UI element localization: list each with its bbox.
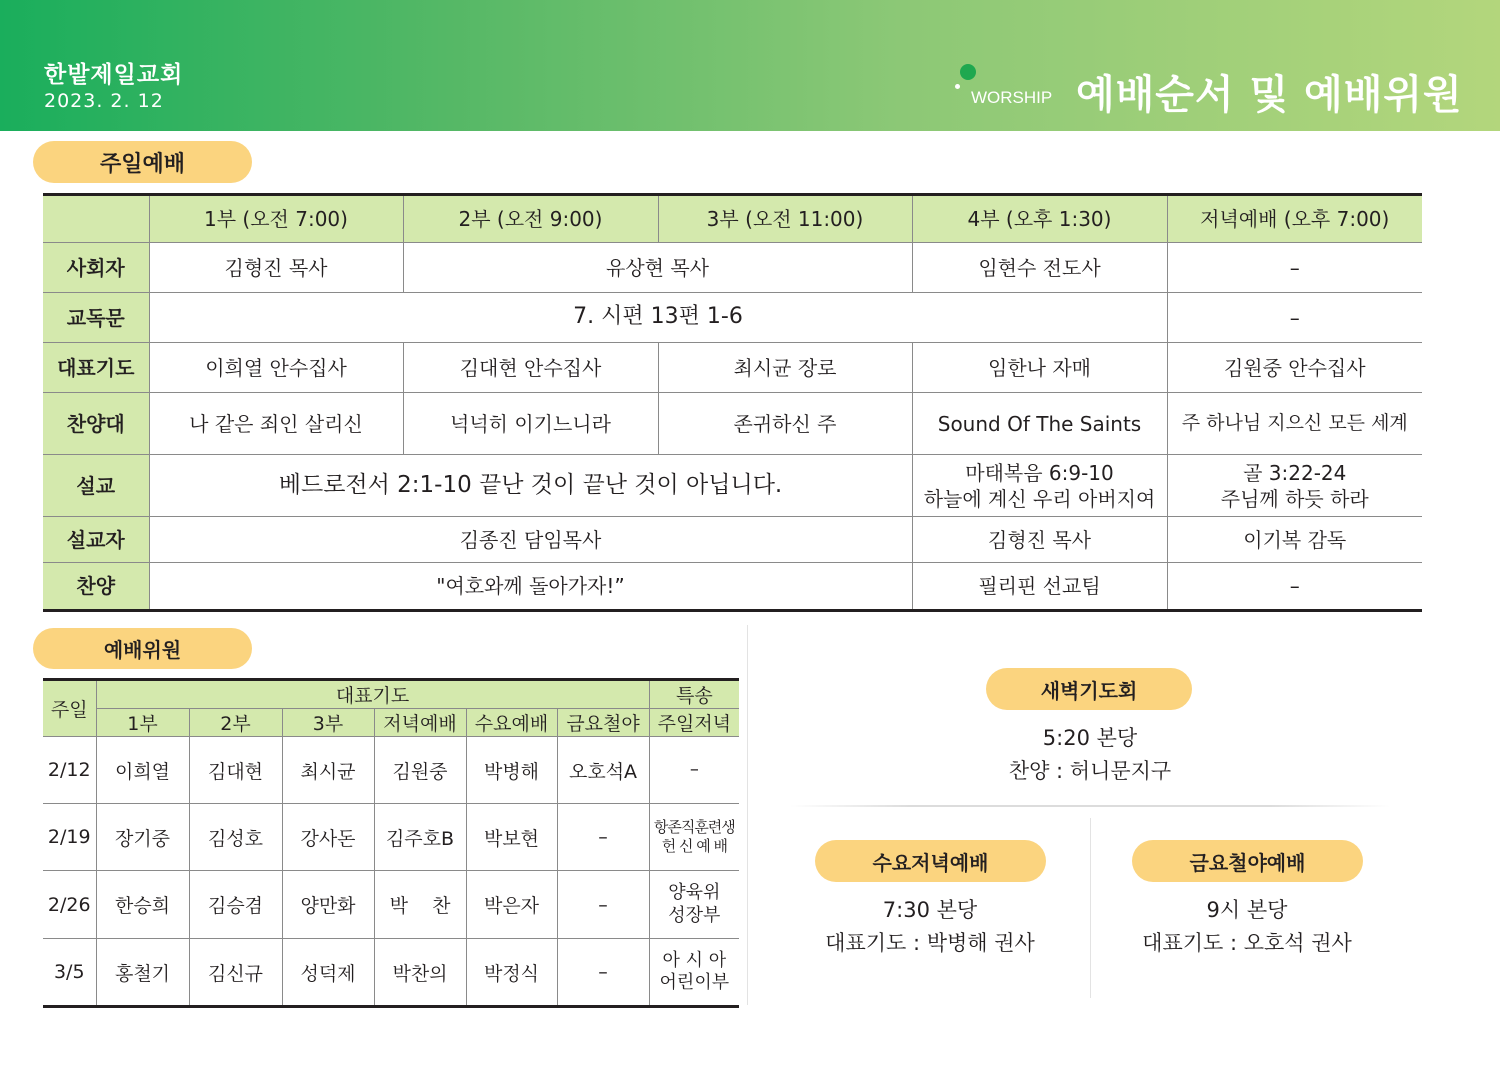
sermon-title: 주님께 하듯 하라 xyxy=(1220,486,1369,511)
table-cell: 김주호B xyxy=(374,804,466,871)
table-cell: 김형진 목사 xyxy=(912,517,1167,563)
col-header: 1부 (오전 7:00) xyxy=(149,195,403,243)
friday-prayer: 대표기도 : 오호석 권사 xyxy=(1142,931,1352,955)
table-cell: 강사돈 xyxy=(282,804,374,871)
table-cell: 박 찬 xyxy=(374,871,466,939)
table-cell: 김종진 담임목사 xyxy=(149,517,912,563)
table-cell: 임현수 전도사 xyxy=(912,243,1167,293)
special-line: 양육위 xyxy=(668,882,721,903)
sub-header: 주일저녁 xyxy=(649,709,739,737)
divider xyxy=(790,805,1390,807)
special-line: 항존직훈련생 xyxy=(653,818,735,837)
table-cell: 김형진 목사 xyxy=(149,243,403,293)
table-cell: 오호석A xyxy=(557,737,649,804)
row-header: 설교자 xyxy=(43,517,149,563)
section-title: 예배순서 및 예배위원 xyxy=(1076,72,1463,118)
date-cell: 3/5 xyxy=(43,939,96,1007)
table-cell: 주 하나님 지으신 모든 세계 xyxy=(1167,393,1422,455)
row-header: 설교 xyxy=(43,455,149,517)
table-cell: – xyxy=(1167,243,1422,293)
col-header: 저녁예배 (오후 7:00) xyxy=(1167,195,1422,243)
table-cell: Sound Of The Saints xyxy=(912,393,1167,455)
table-cell xyxy=(1167,455,1422,517)
table-cell: – xyxy=(1167,563,1422,611)
sunday-schedule-table xyxy=(43,193,1422,612)
table-cell: 임한나 자매 xyxy=(912,343,1167,393)
table-cell: 장기중 xyxy=(96,804,189,871)
table-cell: 7. 시편 13편 1-6 xyxy=(149,293,1167,343)
table-cell: – xyxy=(557,804,649,871)
col-header-prayer: 대표기도 xyxy=(96,680,649,709)
table-row xyxy=(43,939,739,1007)
date-cell: 2/19 xyxy=(43,804,96,871)
date-cell: 2/26 xyxy=(43,871,96,939)
wednesday-prayer: 대표기도 : 박병해 권사 xyxy=(825,931,1035,955)
church-name: 한밭제일교회 xyxy=(44,62,184,88)
table-cell: 필리핀 선교팀 xyxy=(912,563,1167,611)
sub-header: 3부 xyxy=(282,709,374,737)
col-header: 3부 (오전 11:00) xyxy=(658,195,912,243)
table-cell: 김원중 안수집사 xyxy=(1167,343,1422,393)
table-cell xyxy=(912,455,1167,517)
table-cell: 김대현 xyxy=(189,737,282,804)
dawn-prayer-info xyxy=(940,722,1240,788)
table-cell: 넉넉히 이기느니라 xyxy=(403,393,658,455)
table-cell: "여호와께 돌아가자!” xyxy=(149,563,912,611)
table-cell: 박병해 xyxy=(466,737,557,804)
special-line: 아 시 아 xyxy=(662,949,727,971)
table-cell: 박찬의 xyxy=(374,939,466,1007)
special-line: 어린이부 xyxy=(659,972,730,993)
table-cell: 성덕제 xyxy=(282,939,374,1007)
wednesday-time: 7:30 본당 xyxy=(882,898,978,922)
table-cell: – xyxy=(557,939,649,1007)
table-row xyxy=(43,871,739,939)
sunday-worship-heading: 주일예배 xyxy=(33,141,252,183)
table-cell: 이희열 안수집사 xyxy=(149,343,403,393)
table-cell: 이희열 xyxy=(96,737,189,804)
table-cell: 유상현 목사 xyxy=(403,243,912,293)
dawn-praise: 찬양 : 허니문지구 xyxy=(1008,759,1172,783)
special-cell xyxy=(649,804,739,871)
table-cell: 박보현 xyxy=(466,804,557,871)
special-cell xyxy=(649,871,739,939)
sub-header: 금요철야 xyxy=(557,709,649,737)
col-header: 2부 (오전 9:00) xyxy=(403,195,658,243)
sub-header: 2부 xyxy=(189,709,282,737)
sub-header: 1부 xyxy=(96,709,189,737)
wednesday-worship-info xyxy=(780,894,1080,960)
table-cell: 최시균 xyxy=(282,737,374,804)
special-line: 헌 신 예 배 xyxy=(661,837,727,855)
row-header: 대표기도 xyxy=(43,343,149,393)
table-cell: – xyxy=(557,871,649,939)
table-cell: 나 같은 죄인 살리신 xyxy=(149,393,403,455)
table-cell: 최시균 장로 xyxy=(658,343,912,393)
table-cell: 김원중 xyxy=(374,737,466,804)
committee-heading: 예배위원 xyxy=(33,628,252,669)
table-row xyxy=(43,804,739,871)
sub-header: 저녁예배 xyxy=(374,709,466,737)
dawn-time: 5:20 본당 xyxy=(1042,726,1138,750)
table-cell: 김신규 xyxy=(189,939,282,1007)
table-cell: 홍철기 xyxy=(96,939,189,1007)
bulletin-date: 2023. 2. 12 xyxy=(44,90,164,112)
divider xyxy=(747,625,748,1005)
table-cell: 한승희 xyxy=(96,871,189,939)
table-cell: 박정식 xyxy=(466,939,557,1007)
section-label-en: WORSHIP xyxy=(971,88,1053,107)
scripture-ref: 골 3:22-24 xyxy=(1243,460,1347,485)
table-cell: 김대현 안수집사 xyxy=(403,343,658,393)
row-header: 사회자 xyxy=(43,243,149,293)
header-banner xyxy=(0,0,1500,131)
row-header: 찬양대 xyxy=(43,393,149,455)
friday-time: 9시 본당 xyxy=(1206,898,1288,922)
special-cell xyxy=(649,737,739,804)
corner-cell xyxy=(43,195,149,243)
committee-table xyxy=(43,678,739,1008)
col-header-special: 특송 xyxy=(649,680,739,709)
sub-header: 수요예배 xyxy=(466,709,557,737)
special-line: 성장부 xyxy=(668,904,721,926)
date-cell: 2/12 xyxy=(43,737,96,804)
table-cell: 박은자 xyxy=(466,871,557,939)
table-cell: – xyxy=(1167,293,1422,343)
col-header: 4부 (오후 1:30) xyxy=(912,195,1167,243)
green-dot-icon xyxy=(960,64,976,80)
row-header: 찬양 xyxy=(43,563,149,611)
dawn-prayer-heading: 새벽기도회 xyxy=(986,668,1192,710)
table-cell: 베드로전서 2:1-10 끝난 것이 끝난 것이 아닙니다. xyxy=(149,455,912,517)
table-cell: 김승겸 xyxy=(189,871,282,939)
white-dot-icon xyxy=(955,84,960,89)
friday-worship-info xyxy=(1097,894,1397,960)
table-cell: 존귀하신 주 xyxy=(658,393,912,455)
table-cell: 이기복 감독 xyxy=(1167,517,1422,563)
table-cell: 양만화 xyxy=(282,871,374,939)
divider xyxy=(1090,818,1091,998)
table-cell: 김성호 xyxy=(189,804,282,871)
sermon-title: 하늘에 계신 우리 아버지여 xyxy=(923,486,1156,511)
scripture-ref: 마태복음 6:9-10 xyxy=(965,460,1114,485)
special-cell xyxy=(649,939,739,1007)
col-header-date: 주일 xyxy=(43,680,96,737)
wednesday-worship-heading: 수요저녁예배 xyxy=(815,840,1046,882)
row-header: 교독문 xyxy=(43,293,149,343)
special-line: – xyxy=(689,758,699,780)
table-row xyxy=(43,737,739,804)
friday-worship-heading: 금요철야예배 xyxy=(1132,840,1363,882)
